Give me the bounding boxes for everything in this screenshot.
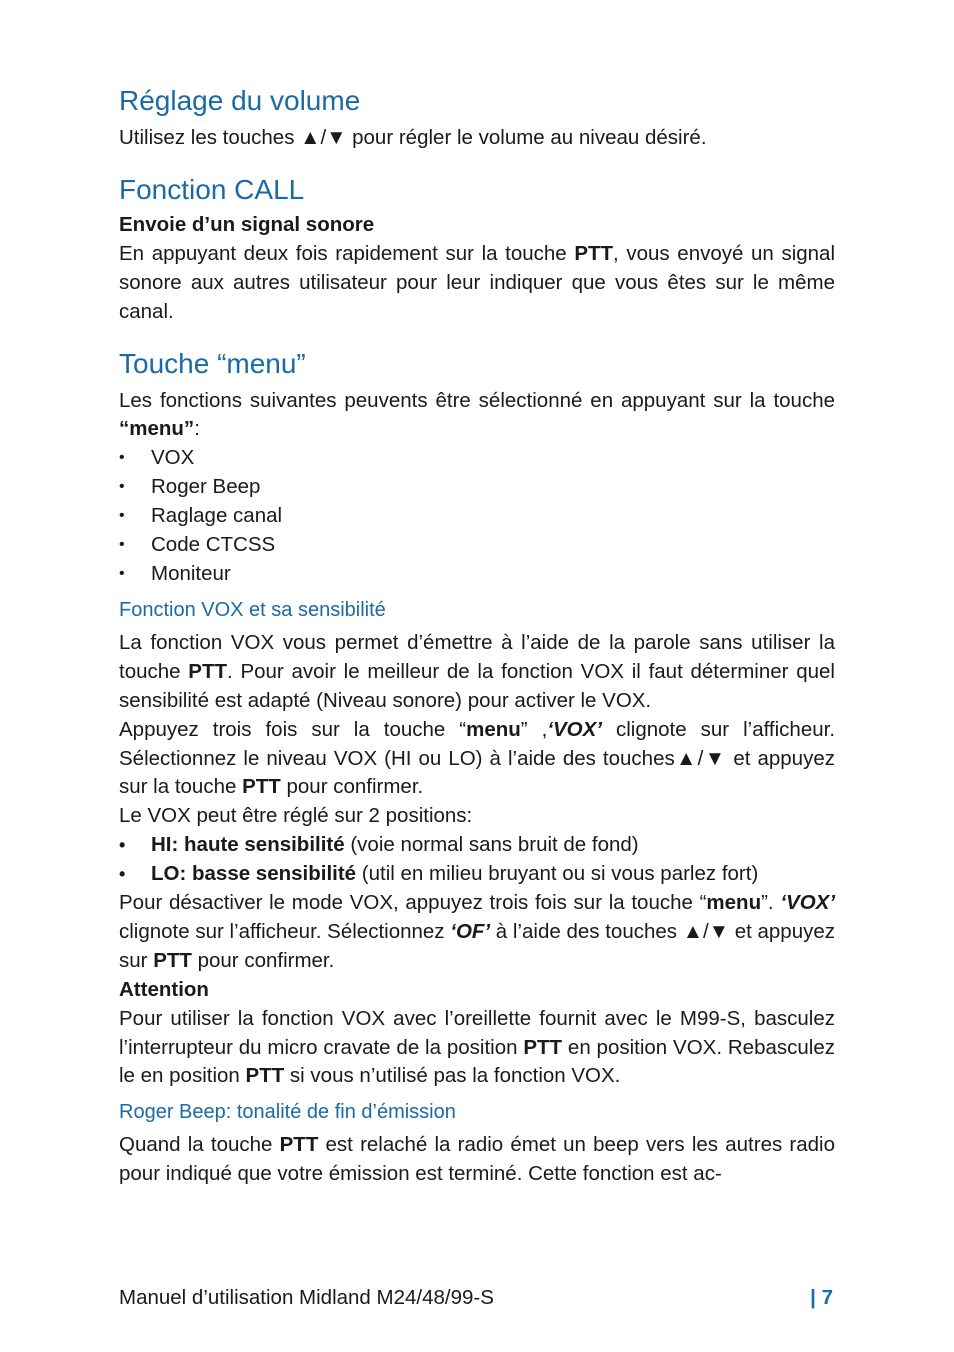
heading-call: Fonction CALL (119, 173, 305, 205)
vox-p2-ptt: PTT (242, 775, 281, 799)
menu-intro-a: Les fonctions suivantes peuvents être sélectionné en appuyant sur la touche (119, 388, 835, 412)
volume-text: Utilisez les touches ▲/▼ pour régler le volume au niveau désiré. (119, 126, 707, 149)
vox-p4-e: pour confirmer. (191, 948, 335, 972)
att-ptt-2: PTT (245, 1064, 285, 1088)
vox-lo-label: LO: basse sensibilité (151, 862, 357, 886)
vox-p4-menu: menu (706, 891, 762, 915)
vox-p2-vox: ‘VOX’ (547, 717, 602, 741)
call-subheading (119, 211, 835, 240)
heading-menu: Touche “menu” (119, 347, 306, 379)
roger-ptt: PTT (279, 1133, 319, 1157)
att-c: si vous n’utilisé pas la fonction VOX. (284, 1064, 621, 1088)
att-ptt-1: PTT (523, 1035, 563, 1059)
attention-paragraph (119, 1005, 835, 1092)
att-b: en position VOX. Rebasculez le en position (119, 1035, 835, 1088)
vox-p4-a: Pour désactiver le mode VOX, appuyez trois fois sur la touche “ (119, 891, 707, 915)
vox-paragraph-4 (119, 889, 835, 976)
menu-intro (119, 387, 835, 445)
vox-p1-ptt: PTT (188, 659, 228, 683)
vox-paragraph-3: Le VOX peut être réglé sur 2 positions: (119, 804, 473, 828)
list-item: • Raglage canal (119, 502, 835, 531)
vox-p2-d: pour confirmer. (280, 775, 424, 799)
list-item: • VOX (119, 444, 835, 473)
vox-p2-menu: menu (466, 717, 521, 741)
call-subheading-text: Envoie d’un signal sonore (119, 212, 375, 236)
vox-lo-text: (util en milieu bruyant ou si vous parlez fort) (356, 862, 759, 886)
vox-paragraph-1 (119, 629, 835, 716)
heading-vox: Fonction VOX et sa sensibilité (119, 598, 386, 621)
heading-roger-beep: Roger Beep: tonalité de fin d’émission (119, 1101, 456, 1124)
vox-p4-ptt: PTT (153, 948, 192, 972)
roger-paragraph (119, 1131, 835, 1189)
vox-paragraph-2 (119, 716, 835, 803)
list-item: • Code CTCSS (119, 531, 835, 560)
vox-p2-b: ” , (520, 717, 548, 741)
vox-levels-list (119, 831, 835, 889)
vox-p4-b: ”. (761, 891, 781, 915)
vox-p1-b: . Pour avoir le meilleur de la fonction VOX il faut déterminer quel sensibilité est adapté (Niveau sonore) pour activer le VOX. (119, 659, 835, 712)
page-content (119, 84, 835, 1189)
vox-p4-c: clignote sur l’afficheur. Sélectionnez (119, 919, 451, 943)
vox-p4-of: ‘OF’ (450, 919, 491, 943)
menu-list (119, 444, 835, 589)
list-item (119, 831, 835, 860)
footer-title: Manuel d’utilisation Midland M24/48/99-S (119, 1286, 494, 1309)
vox-hi-text: (voie normal sans bruit de fond) (344, 833, 639, 857)
list-item: • Moniteur (119, 560, 835, 589)
vox-p2-a: Appuyez trois fois sur la touche “ (119, 717, 467, 741)
roger-b: est relaché la radio émet un beep vers les autres radio pour indiqué que votre émission est terminé. Cette fonction est ac- (119, 1133, 835, 1186)
list-item (119, 860, 835, 889)
list-item: • Roger Beep (119, 473, 835, 502)
menu-intro-b: : (194, 417, 200, 441)
call-text-a: En appuyant deux fois rapidement sur la touche (119, 241, 575, 265)
vox-p4-d: à l’aide des touches ▲/▼ et appuyez sur (119, 919, 835, 972)
vox-hi-label: HI: haute sensibilité (151, 833, 345, 857)
menu-intro-keyword: “menu” (119, 417, 195, 441)
call-ptt: PTT (574, 241, 614, 265)
vox-p2-c: clignote sur l’afficheur. Sélectionnez le niveau VOX (HI ou LO) à l’aide des touches▲/▼ et appuyez sur la touche (119, 717, 836, 799)
call-text-b: , vous envoyé un signal sonore aux autres utilisateur pour leur indiquer que vous êtes sur le même canal. (119, 241, 836, 323)
call-paragraph (119, 240, 835, 327)
attention-label-text: Attention (119, 977, 209, 1001)
roger-a: Quand la touche (119, 1133, 280, 1157)
att-a: Pour utiliser la fonction VOX avec l’oreillette fournit avec le M99-S, basculez l’interrupteur du micro cravate de la position (119, 1006, 835, 1059)
heading-volume: Réglage du volume (119, 85, 361, 116)
attention-label (119, 976, 835, 1005)
page-number: | 7 (810, 1286, 833, 1309)
vox-p4-vox: ‘VOX’ (780, 891, 836, 915)
vox-p1-a: La fonction VOX vous permet d’émettre à l’aide de la parole sans utiliser la touche (119, 630, 835, 683)
